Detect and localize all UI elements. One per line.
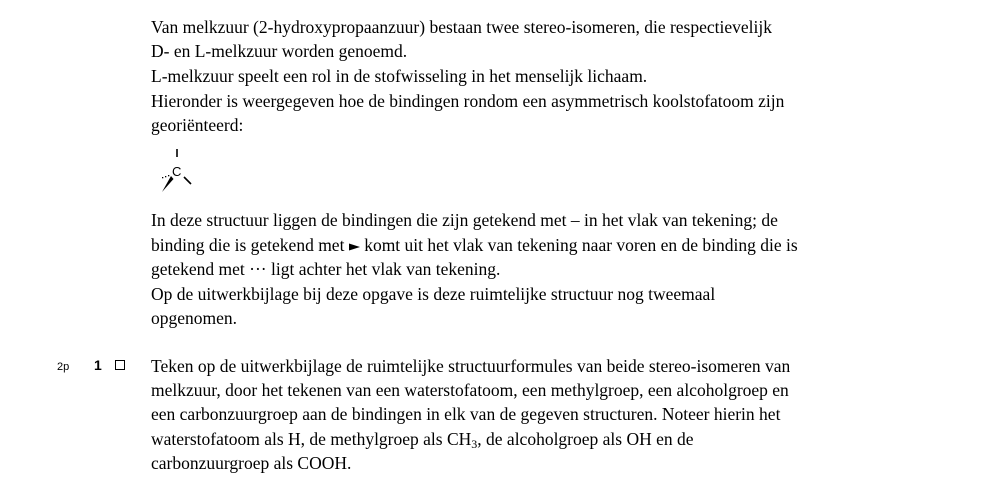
intro-line: Hieronder is weergegeven hoe de bindingen rondom een asymmetrisch koolstofatoom zijn	[151, 91, 785, 111]
intro-line: georiënteerd:	[151, 115, 244, 135]
intro-line: Van melkzuur (2-hydroxypropaanzuur) bestaan twee stereo-isomeren, die respectievelijk	[151, 17, 773, 37]
answer-checkbox[interactable]	[115, 360, 125, 370]
wedge-bond-icon	[349, 243, 360, 251]
text-segment: binding die is getekend met	[151, 235, 349, 255]
explanation-line: Op de uitwerkbijlage bij deze opgave is deze ruimtelijke structuur nog tweemaal	[151, 284, 716, 304]
explanation-line: getekend met ··· ligt achter het vlak van tekening.	[151, 259, 501, 279]
subscript: 3	[471, 437, 478, 451]
explanation-line: opgenomen.	[151, 308, 238, 328]
intro-line: D- en L-melkzuur worden genoemd.	[151, 41, 408, 61]
bond-dashed	[162, 175, 169, 178]
text-segment: waterstofatoom als H, de methylgroep als CH	[151, 429, 472, 449]
question-number: 1	[94, 357, 102, 373]
tetrahedral-carbon-icon	[156, 146, 198, 202]
intro-line: L-melkzuur speelt een rol in de stofwisseling in het menselijk lichaam.	[151, 66, 648, 86]
points-label: 2p	[57, 361, 70, 373]
carbon-atom-label: C	[172, 164, 182, 179]
explanation-line: In deze structuur liggen de bindingen die zijn getekend met – in het vlak van tekening; de	[151, 210, 778, 230]
explanation-line	[151, 234, 798, 256]
text-segment: , de alcoholgroep als OH en de	[477, 429, 694, 449]
bond-wedge	[162, 176, 174, 192]
question-line: Teken op de uitwerkbijlage de ruimtelijke structuurformules van beide stereo-isomeren van	[151, 356, 791, 376]
question-line: melkzuur, door het tekenen van een waterstofatoom, een methylgroep, een alcoholgroep en	[151, 380, 789, 400]
question-line	[151, 428, 694, 450]
question-line: een carbonzuurgroep aan de bindingen in elk van de gegeven structuren. Noteer hierin het	[151, 404, 781, 424]
bond-right	[184, 177, 191, 184]
text-segment: komt uit het vlak van tekening naar voren en de binding die is	[359, 235, 798, 255]
question-line: carbonzuurgroep als COOH.	[151, 453, 352, 473]
